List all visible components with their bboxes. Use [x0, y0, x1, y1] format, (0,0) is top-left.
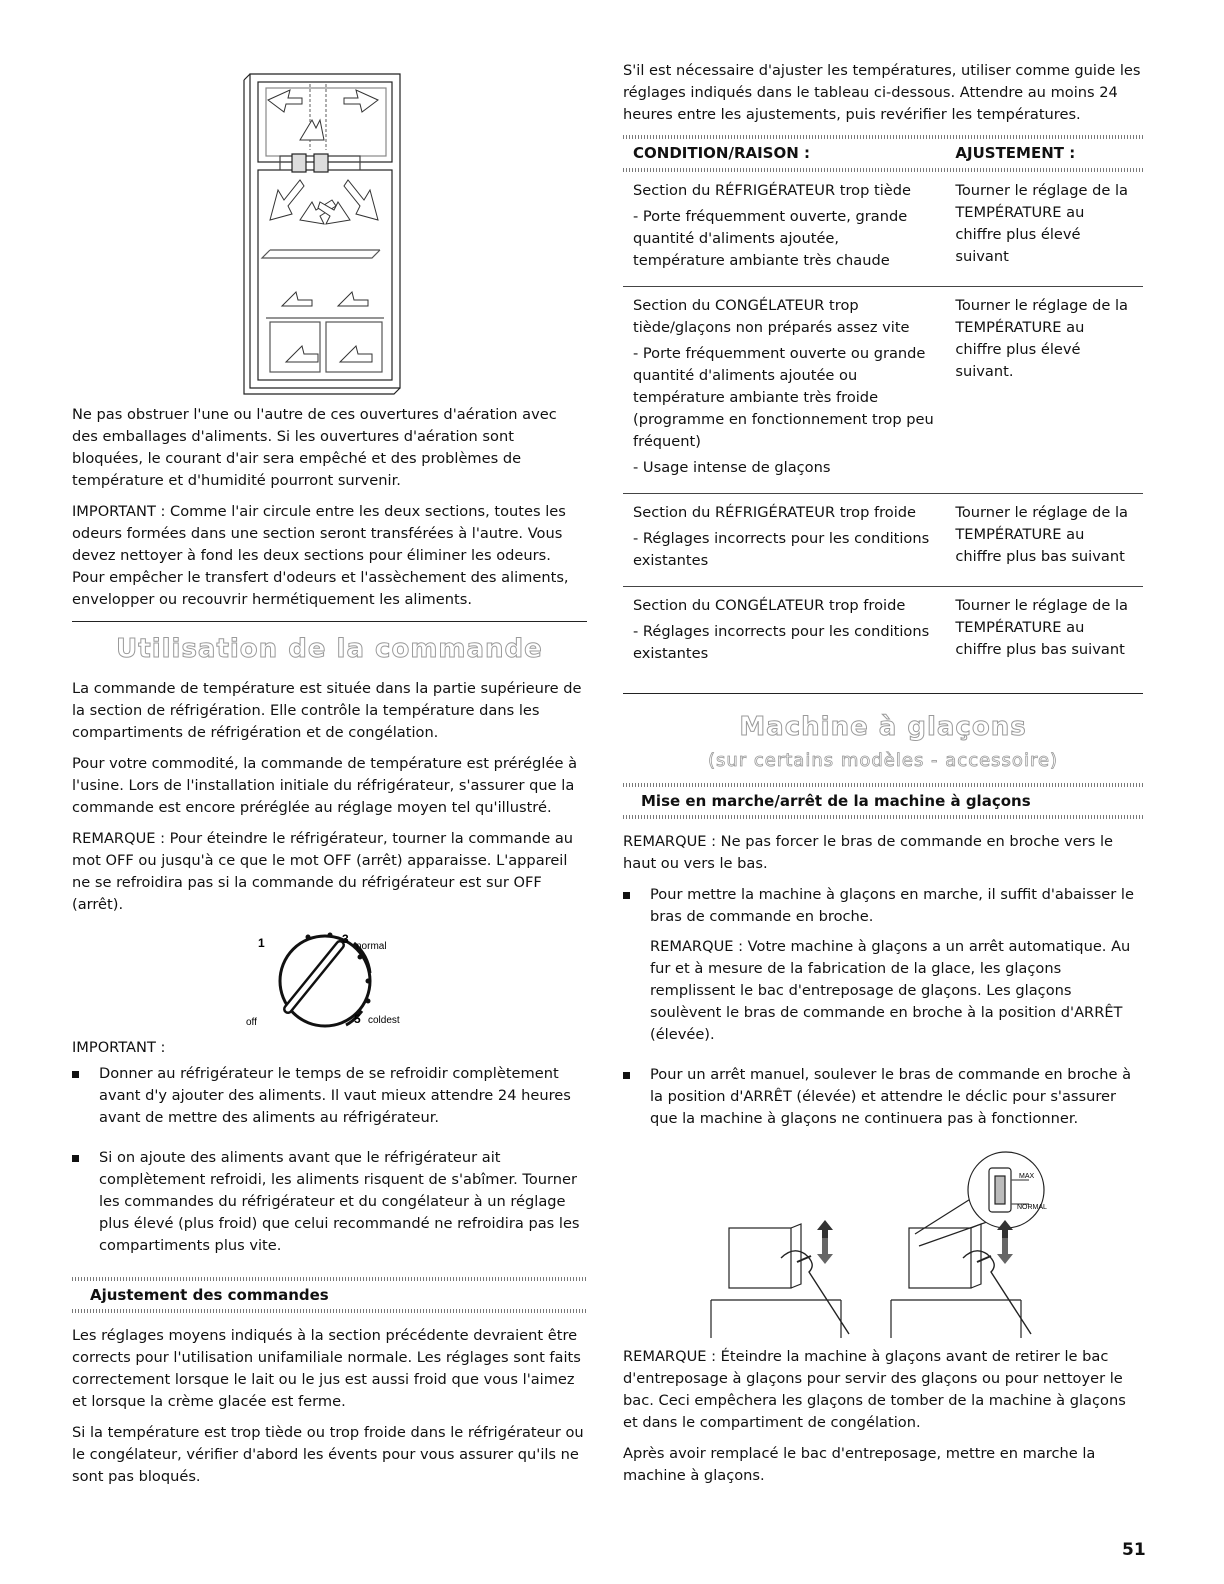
left-column [72, 60, 587, 1497]
subsection-heading: Mise en marche/arrêt de la machine à glaçons [641, 792, 1031, 810]
dial-label-coldest: coldest [368, 1015, 400, 1026]
important-paragraph: IMPORTANT : Comme l'air circule entre les deux sections, toutes les odeurs formées dans une section seront transférées à l'autre. Vous devez nettoyer à fond les deux sections pour éliminer les odeurs. Pour empêcher le transfert d'odeurs et l'assèchement des aliments, envelopper ou recouvrir hermétiquement les aliments. [72, 503, 569, 608]
hatch-divider [623, 815, 1143, 819]
table-row [623, 287, 1143, 494]
list-item [72, 1063, 587, 1137]
condition-reason: - Porte fréquemment ouverte ou grande quantité d'aliments ajoutée ou température ambiante très froide (programme en fonctionnement trop peu fréquent) [633, 345, 934, 450]
condition-title: Section du CONGÉLATEUR trop tiède/glaçons non préparés assez vite [633, 297, 910, 336]
bullet-text: Pour un arrêt manuel, soulever le bras de commande en broche à la position d'ARRÊT (élevée) et attendre le déclic pour s'assurer que la machine à glaçons ne continuera pas à fonctionner. [650, 1066, 1132, 1127]
note-paragraph: REMARQUE : Ne pas forcer le bras de commande en broche vers le haut ou vers le bas. [623, 833, 1114, 872]
bullet-icon [72, 1071, 79, 1078]
adjustment-table [623, 139, 1143, 679]
column-header-adjust: AJUSTEMENT : [955, 144, 1076, 162]
adjust-text: Tourner le réglage de la TEMPÉRATURE au chiffre plus élevé suivant. [955, 297, 1128, 380]
paragraph: Les réglages moyens indiqués à la section précédente devraient être corrects pour l'utilisation unifamiliale normale. Les réglages sont faits correctement lorsque le lait ou le jus est aussi froid que vous l'aimez et lorsque la crème glacée est ferme. [72, 1327, 581, 1410]
right-column [623, 60, 1143, 1496]
section-title: Utilisation de la commande [116, 634, 543, 664]
condition-reason: - Usage intense de glaçons [633, 459, 831, 476]
divider [72, 621, 587, 622]
bullet-icon [623, 892, 630, 899]
ice-label-max: MAX [1019, 1173, 1035, 1180]
dial-label-normal: normal [356, 941, 387, 952]
table-row [623, 494, 1143, 587]
divider [623, 693, 1143, 694]
condition-title: Section du RÉFRIGÉRATEUR trop froide [633, 504, 917, 521]
dial-label-5: 5 [354, 1012, 361, 1026]
table-row [623, 587, 1143, 680]
paragraph: La commande de température est située dans la partie supérieure de la section de réfrigération. Elle contrôle la température dans les compartiments de réfrigération et de congélation. [72, 680, 582, 741]
table-header-row [623, 139, 1143, 168]
adjust-text: Tourner le réglage de la TEMPÉRATURE au chiffre plus bas suivant [955, 597, 1128, 658]
list-item [72, 1147, 587, 1265]
paragraph: Après avoir remplacé le bac d'entreposage, mettre en marche la machine à glaçons. [623, 1445, 1096, 1484]
paragraph: Ne pas obstruer l'une ou l'autre de ces ouvertures d'aération avec des emballages d'aliments. Si les ouvertures d'aération sont bloquées, le courant d'air sera empêché et des problèmes de température et d'humidité pourront survenir. [72, 406, 557, 489]
condition-reason: - Réglages incorrects pour les conditions existantes [633, 623, 930, 662]
ice-label-normal: NORMAL [1017, 1204, 1047, 1211]
bullet-icon [72, 1155, 79, 1162]
paragraph: S'il est nécessaire d'ajuster les températures, utiliser comme guide les réglages indiqués dans le tableau ci-dessous. Attendre au moins 24 heures entre les ajustements, puis revérifier les températures. [623, 62, 1141, 123]
bullet-text: Si on ajoute des aliments avant que le réfrigérateur ait complètement refroidi, les aliments risquent de s'abîmer. Tourner les commandes du réfrigérateur et du congélateur à un réglage plus élevé (plus froid) que celui recommandé ne refroidira pas les compartiments plus vite. [99, 1149, 580, 1254]
page-number: 51 [1122, 1540, 1146, 1560]
important-label: IMPORTANT : [72, 1039, 166, 1056]
condition-title: Section du RÉFRIGÉRATEUR trop tiède [633, 182, 911, 199]
adjust-text: Tourner le réglage de la TEMPÉRATURE au chiffre plus bas suivant [955, 504, 1128, 565]
adjust-text: Tourner le réglage de la TEMPÉRATURE au chiffre plus élevé suivant [955, 182, 1128, 265]
bullet-text: Donner au réfrigérateur le temps de se refroidir complètement avant d'y ajouter des aliments. Il vaut mieux attendre 24 heures avant de mettre des aliments au réfrigérateur. [99, 1065, 571, 1126]
dial-icon [72, 925, 587, 1033]
section-subtitle: (sur certains modèles - accessoire) [707, 750, 1059, 771]
condition-title: Section du CONGÉLATEUR trop froide [633, 597, 906, 614]
bullet-note: REMARQUE : Votre machine à glaçons a un arrêt automatique. Au fur et à mesure de la fabrication de la glace, les glaçons remplissent le bac d'entreposage de glaçons. Les glaçons soulèvent le bras de commande en broche à la position d'ARRÊT (élevée). [650, 938, 1131, 1043]
condition-reason: - Porte fréquemment ouverte, grande quantité d'aliments ajoutée, température ambiante très chaude [633, 208, 908, 269]
refrigerator-airflow-figure [240, 70, 410, 400]
section-title: Machine à glaçons [739, 712, 1027, 742]
list-item [623, 1064, 1143, 1138]
note-paragraph: REMARQUE : Éteindre la machine à glaçons avant de retirer le bac d'entreposage à glaçons pour servir des glaçons ou pour nettoyer le bac. Ceci empêchera les glaçons de tomber de la machine à glaçons et dans le compartiment de congélation. [623, 1348, 1126, 1431]
list-item [623, 884, 1143, 1054]
hatch-divider [72, 1309, 587, 1313]
paragraph: Pour votre commodité, la commande de température est préréglée à l'usine. Lors de l'installation initiale du réfrigérateur, s'assurer que la commande est encore préréglée au réglage moyen tel qu'illustré. [72, 755, 578, 816]
note-paragraph: REMARQUE : Pour éteindre le réfrigérateur, tourner la commande au mot OFF ou jusqu'à ce que le mot OFF (arrêt) apparaisse. L'appareil ne se refroidira pas si la commande du réfrigérateur est sur OFF (arrêt). [72, 830, 574, 913]
paragraph: Si la température est trop tiède ou trop froide dans le réfrigérateur ou le congélateur, vérifier d'abord les évents pour vous assurer qu'ils ne sont pas bloqués. [72, 1424, 584, 1485]
temperature-dial-figure [72, 925, 587, 1033]
dial-label-off: off [246, 1017, 257, 1028]
bullet-icon [623, 1072, 630, 1079]
table-row [623, 172, 1143, 287]
dial-label-1: 1 [258, 936, 265, 950]
dial-label-3: 3 [342, 932, 349, 946]
column-header-condition: CONDITION/RAISON : [633, 144, 811, 162]
condition-reason: - Réglages incorrects pour les conditions existantes [633, 530, 930, 569]
subsection-heading: Ajustement des commandes [90, 1286, 329, 1304]
bullet-text: Pour mettre la machine à glaçons en marche, il suffit d'abaisser le bras de commande en broche. [650, 886, 1134, 925]
ice-maker-figure [701, 1150, 1061, 1340]
